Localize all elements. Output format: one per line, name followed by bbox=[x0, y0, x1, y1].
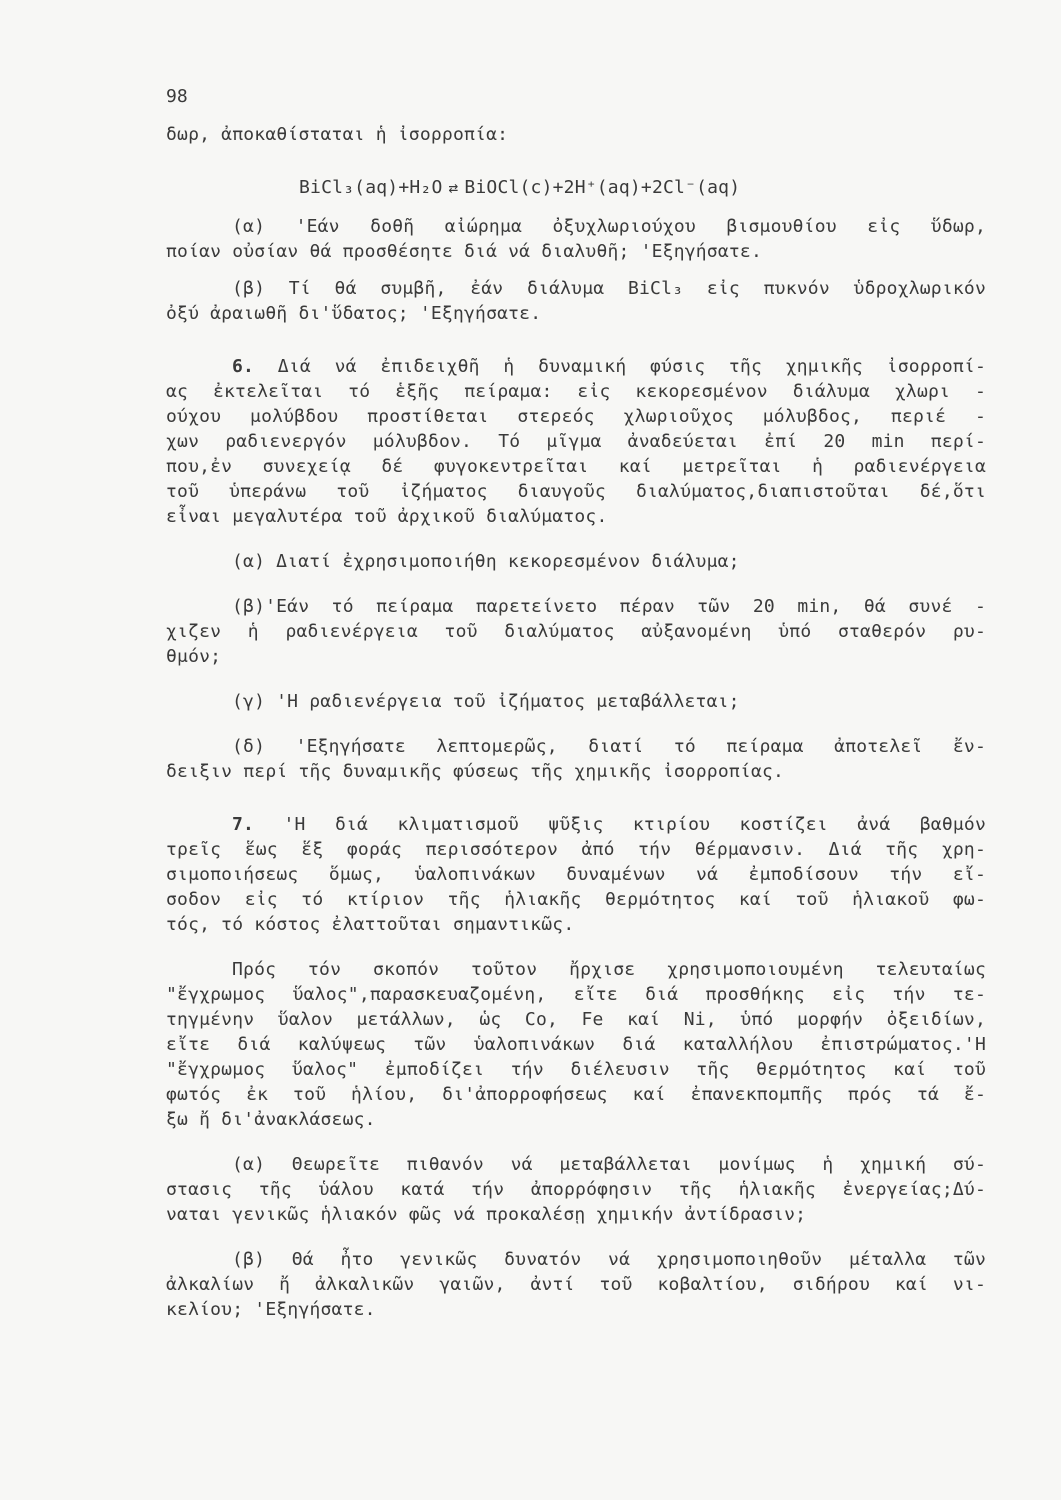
chemical-equation bbox=[166, 175, 986, 200]
q7-part-a bbox=[166, 1152, 986, 1227]
intro-line: δωρ, ἀποκαθίσταται ἡ ἰσορροπία: bbox=[166, 124, 509, 145]
text-line: Πρός τόν σκοπόν τοῦτον ἤρχισε χρησιμοποιουμένη τελευταίως bbox=[232, 959, 986, 980]
text-line: "ἔγχρωμος ὕαλος",παρασκευαζομένη, εἴτε διά προσθήκης εἰς τήν τε- bbox=[166, 984, 986, 1005]
text-line: ὀξύ ἀραιωθῆ δι'ὕδατος; 'Εξηγήσατε. bbox=[166, 303, 542, 324]
text-line: τός, τό κόστος ἐλαττοῦται σημαντικῶς. bbox=[166, 914, 575, 935]
text-line: τρεῖς ἕως ἕξ φοράς περισσότερον ἀπό τήν θέρμανσιν. Διά τῆς χρη- bbox=[166, 839, 986, 860]
text-line: (α) Θεωρεῖτε πιθανόν νά μεταβάλλεται μονίμως ἡ χημική σύ- bbox=[232, 1154, 986, 1175]
text-line: (β) Θά ἦτο γενικῶς δυνατόν νά χρησιμοποιηθοῦν μέταλλα τῶν bbox=[232, 1249, 986, 1270]
text-line: (β)'Εάν τό πείραμα παρετείνετο πέραν τῶν 20 min, θά συνέ - bbox=[232, 596, 986, 617]
text-line: (γ) 'Η ραδιενέργεια τοῦ ἰζήματος μεταβάλλεται; bbox=[232, 691, 740, 712]
text-line: σοδον εἰς τό κτίριον τῆς ἡλιακῆς θερμότητος καί τοῦ ἡλιακοῦ φω- bbox=[166, 889, 986, 910]
text-line: εἴτε διά καλύψεως τῶν ὑαλοπινάκων διά καταλλήλου ἐπιστρώματος.'Η bbox=[166, 1034, 986, 1055]
text-line: στασις τῆς ὑάλου κατά τήν ἀπορρόφησιν τῆς ἡλιακῆς ἐνεργείας;Δύ- bbox=[166, 1179, 986, 1200]
text-line: "ἔγχρωμος ὕαλος" ἐμποδίζει τήν διέλευσιν τῆς θερμότητος καί τοῦ bbox=[166, 1059, 986, 1080]
text-line: ναται γενικῶς ἡλιακόν φῶς νά προκαλέσῃ χημικήν ἀντίδρασιν; bbox=[166, 1204, 807, 1225]
text-line bbox=[166, 354, 986, 379]
text-line: φωτός ἐκ τοῦ ἡλίου, δι'ἀπορροφήσεως καί ἐπανεκπομπῆς πρός τά ἔ- bbox=[166, 1084, 986, 1105]
q7-part-b bbox=[166, 1247, 986, 1322]
text-line: ἀλκαλίων ἤ ἀλκαλικῶν γαιῶν, ἀντί τοῦ κοβαλτίου, σιδήρου καί νι- bbox=[166, 1274, 986, 1295]
text-line: που,ἐν συνεχείᾳ δέ φυγοκεντρεῖται καί μετρεῖται ἡ ραδιενέργεια bbox=[166, 456, 986, 477]
q5-part-b bbox=[166, 276, 986, 326]
question-number: 7. bbox=[232, 814, 255, 835]
text-line: τηγμένην ὕαλον μετάλλων, ὡς Co, Fe καί Ni, ὑπό μορφήν ὀξειδίων, bbox=[166, 1009, 986, 1030]
text-line: χων ραδιενεργόν μόλυβδον. Τό μῖγμα ἀναδεύεται ἐπί 20 min περί- bbox=[166, 431, 986, 452]
text-line: δειξιν περί τῆς δυναμικῆς φύσεως τῆς χημικῆς ἰσορροπίας. bbox=[166, 761, 785, 782]
text-line: κελίου; 'Εξηγήσατε. bbox=[166, 1299, 376, 1320]
text-line: ποίαν οὐσίαν θά προσθέσητε διά νά διαλυθῆ; 'Εξηγήσατε. bbox=[166, 241, 762, 262]
text-line: θμόν; bbox=[166, 646, 222, 667]
text-line: (β) Τί θά συμβῆ, ἐάν διάλυμα BiCl₃ εἰς πυκνόν ὑδροχλωρικόν bbox=[232, 278, 986, 299]
text-line bbox=[166, 812, 986, 837]
text-line: (α) 'Εάν δοθῆ αἰώρημα ὀξυχλωριούχου βισμουθίου εἰς ὕδωρ, bbox=[232, 216, 986, 237]
text-line: σιμοποιήσεως ὅμως, ὑαλοπινάκων δυναμένων νά ἐμποδίσουν τήν εἴ- bbox=[166, 864, 986, 885]
q6-part-a bbox=[166, 549, 986, 574]
q7-paragraph-2 bbox=[166, 957, 986, 1132]
text-line: εἶναι μεγαλυτέρα τοῦ ἀρχικοῦ διαλύματος. bbox=[166, 506, 608, 527]
text-line: (α) Διατί ἐχρησιμοποιήθη κεκορεσμένον διάλυμα; bbox=[232, 551, 740, 572]
text-line: ξω ἤ δι'ἀνακλάσεως. bbox=[166, 1109, 376, 1130]
text-line: τοῦ ὑπεράνω τοῦ ἰζήματος διαυγοῦς διαλύματος,διαπιστοῦται δέ,ὅτι bbox=[166, 481, 986, 502]
question-6 bbox=[166, 354, 986, 529]
q5-part-a bbox=[166, 214, 986, 264]
body-text bbox=[166, 122, 986, 1322]
text-line: ούχου μολύβδου προστίθεται στερεός χλωριοῦχος μόλυβδος, περιέ - bbox=[166, 406, 986, 427]
q6-part-c bbox=[166, 689, 986, 714]
text-line: χιζεν ἡ ραδιενέργεια τοῦ διαλύματος αὐξανομένη ὑπό σταθερόν ρυ- bbox=[166, 621, 986, 642]
question-number: 6. bbox=[232, 356, 255, 377]
equilibrium-arrow-icon: ⇄ bbox=[448, 178, 459, 197]
text-line: ας ἐκτελεῖται τό ἑξῆς πείραμα: εἰς κεκορεσμένον διάλυμα χλωρι - bbox=[166, 381, 986, 402]
text-line: (δ) 'Εξηγήσατε λεπτομερῶς, διατί τό πείραμα ἀποτελεῖ ἔν- bbox=[232, 736, 986, 757]
page-number: 98 bbox=[166, 86, 188, 107]
text-span: 'Η διά κλιματισμοῦ ψῦξις κτιρίου κοστίζει ἀνά βαθμόν bbox=[283, 814, 986, 835]
question-7 bbox=[166, 812, 986, 937]
equation-right: BiOCl(c)+2H⁺(aq)+2Cl⁻(aq) bbox=[464, 177, 741, 198]
q6-part-d bbox=[166, 734, 986, 784]
equation-left: BiCl₃(aq)+H₂O bbox=[299, 177, 443, 198]
text-span: Διά νά ἐπιδειχθῆ ἡ δυναμική φύσις τῆς χημικῆς ἰσορροπί- bbox=[277, 356, 986, 377]
q6-part-b bbox=[166, 594, 986, 669]
